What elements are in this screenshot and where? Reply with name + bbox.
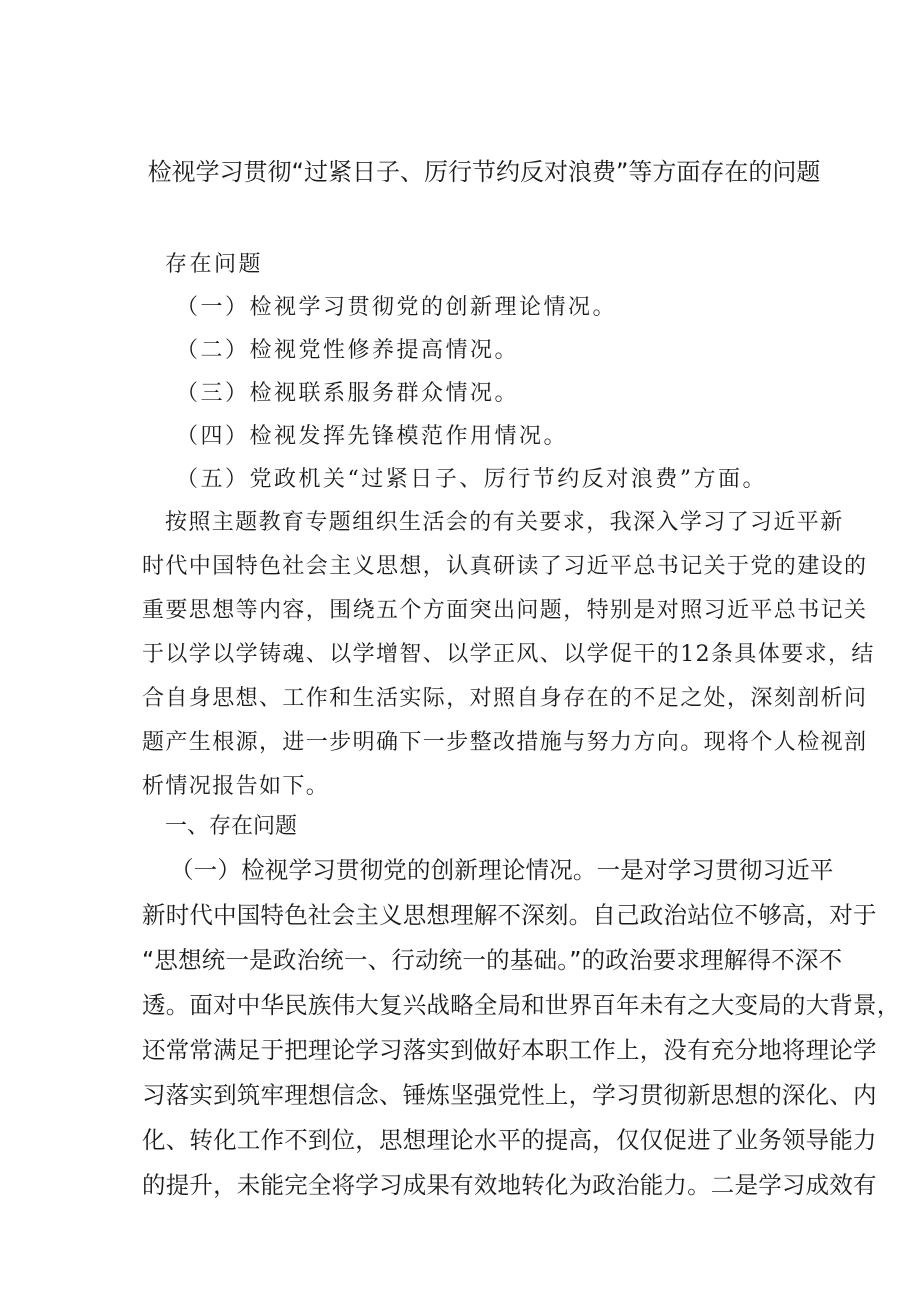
- body-line: 新时代中国特色社会主义思想理解不深刻。自己政治站位不够高，对于: [142, 901, 877, 929]
- intro-line: 析情况报告如下。: [142, 774, 330, 799]
- section-heading: 一、存在问题: [165, 814, 298, 839]
- outline-item: （五）党政机关“过紧日子、厉行节约反对浪费”方面。: [176, 467, 767, 492]
- outline-item: （四）检视发挥先锋模范作用情况。: [176, 424, 569, 449]
- outline-item: （一）检视学习贯彻党的创新理论情况。: [176, 295, 618, 320]
- outline-item: （三）检视联系服务群众情况。: [176, 381, 520, 406]
- body-line: （一）检视学习贯彻党的创新理论情况。一是对学习贯彻习近平: [170, 856, 834, 884]
- outline-heading: 存在问题: [165, 252, 264, 277]
- intro-line: 于以学以学铸魂、以学增智、以学正风、以学促干的12条具体要求，结: [142, 642, 875, 667]
- document-title: 检视学习贯彻“过紧日子、厉行节约反对浪费”等方面存在的问题: [147, 158, 821, 186]
- intro-line: 时代中国特色社会主义思想，认真研读了习近平总书记关于党的建设的: [142, 554, 868, 579]
- intro-line: 重要思想等内容，围绕五个方面突出问题，特别是对照习近平总书记关: [142, 598, 868, 623]
- intro-line: 合自身思想、工作和生活实际，对照自身存在的不足之处，深刻剖析问: [142, 686, 868, 711]
- body-line: 的提升，未能完全将学习成果有效地转化为政治能力。二是学习成效有: [142, 1171, 877, 1199]
- body-line: 化、转化工作不到位，思想理论水平的提高，仅仅促进了业务领导能力: [142, 1126, 877, 1154]
- body-line: 习落实到筑牢理想信念、锤炼坚强党性上，学习贯彻新思想的深化、内: [142, 1081, 877, 1109]
- body-line: “思想统一是政治统一、行动统一的基础。”的政治要求理解得不深不: [142, 946, 843, 974]
- outline-item: （二）检视党性修养提高情况。: [176, 338, 520, 363]
- intro-line: 题产生根源，进一步明确下一步整改措施与努力方向。现将个人检视剖: [142, 730, 868, 755]
- body-line: 还常常满足于把理论学习落实到做好本职工作上，没有充分地将理论学: [142, 1036, 877, 1064]
- intro-line: 按照主题教育专题组织生活会的有关要求，我深入学习了习近平新: [165, 510, 844, 535]
- body-line: 透。面对中华民族伟大复兴战略全局和世界百年未有之大变局的大背景，: [142, 991, 901, 1019]
